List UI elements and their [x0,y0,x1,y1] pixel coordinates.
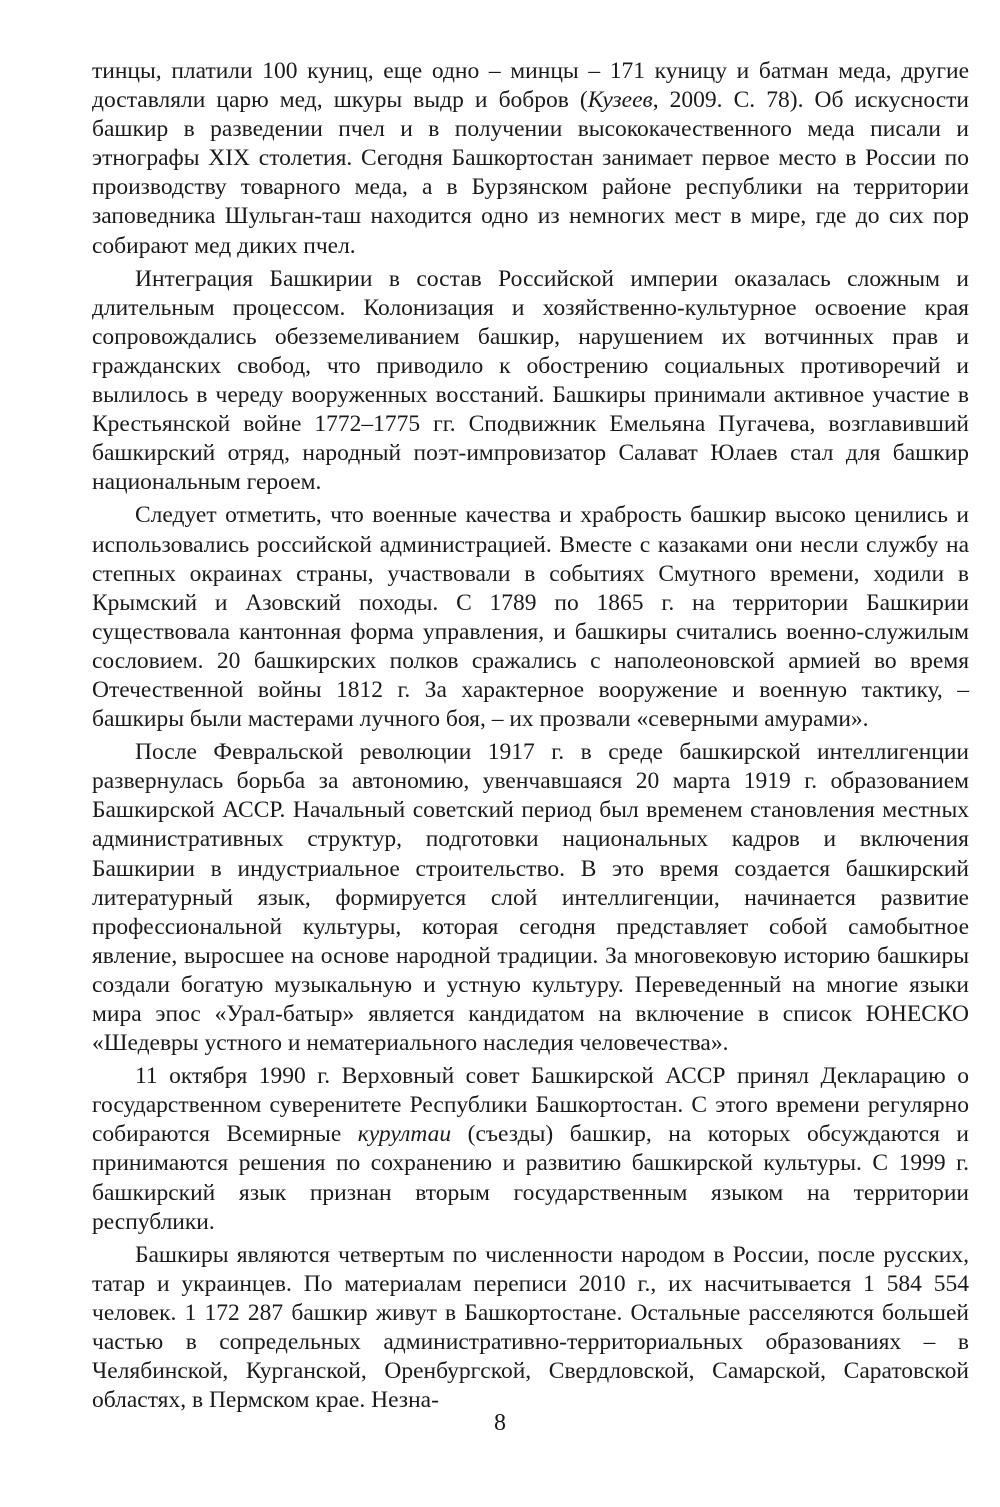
paragraph-1-text: тинцы, платили 100 куниц, еще одно – минцы – 171 куницу и батман меда, другие доставляли царю мед, шкуры выдр и бобров ( [92,58,969,114]
citation-author: Кузеев [587,87,653,114]
page-body [92,57,969,1415]
paragraph-4: После Февральской революции 1917 г. в среде башкирской интеллигенции развернулась борьба за автономию, увенчавшаяся 20 марта 1919 г. образованием Башкирской АССР. Начальный советский период был временем становления местных административных структур, подготовки национальных кадров и включения Башкирии в индустриальное строительство. В это время создается башкирский литературный язык, формируется слой интеллигенции, начинается развитие профессиональной культуры, которая сегодня представляет собой самобытное явление, выросшее на основе народной традиции. За многовековую историю башкиры создали богатую музыкальную и устную культуру. Переведенный на многие языки мира эпос «Урал-батыр» является кандидатом на включение в список ЮНЕСКО «Шедевры устного и нематериального наследия человечества». [92,739,969,1057]
paragraph-5-text-continued: (съезды) башкир, на которых обсуждаются и принимаются решения по сохранению и развитию башкирской культуры. С 1999 г. башкирский язык признан вторым государственным языком на территории республики. [92,1121,969,1235]
paragraph-3: Следует отметить, что военные качества и храбрость башкир высоко ценились и использовались российской администрацией. Вместе с казаками они несли службу на степных окраинах страны, участвовали в событиях Смутного времени, ходили в Крымский и Азовский походы. С 1789 по 1865 г. на территории Башкирии существовала кантонная форма управления, и башкиры считались военно-служилым сословием. 20 башкирских полков сражались с наполеоновской армией во время Отечественной войны 1812 г. За характерное вооружение и военную тактику, – башкиры были мастерами лучного боя, – их прозвали «северными амурами». [92,502,969,733]
paragraph-5-text: 11 октября 1990 г. Верховный совет Башкирской АССР принял Декларацию о государственном суверенитете Республики Башкортостан. С этого времени регулярно собираются Всемирные [92,1063,969,1148]
paragraph-5 [92,1062,969,1237]
italic-term: курултаи [357,1121,452,1148]
paragraph-1 [92,57,969,261]
paragraph-2: Интеграция Башкирии в состав Российской империи оказалась сложным и длительным процессом. Колонизация и хозяйственно-культурное освоение края сопровождались обезземеливанием башкир, нарушением их вотчинных прав и гражданских свобод, что приводило к обострению социальных противоречий и вылилось в череду вооруженных восстаний. Башкиры принимали активное участие в Крестьянской войне 1772–1775 гг. Сподвижник Емельяна Пугачева, возглавивший башкирский отряд, народный поэт-импровизатор Салават Юлаев стал для башкир национальным героем. [92,265,969,496]
paragraph-6: Башкиры являются четвертым по численности народом в России, после русских, татар и украинцев. По материалам переписи 2010 г., их насчитывается 1 584 554 человек. 1 172 287 башкир живут в Башкортостане. Остальные расселяются большей частью в сопредельных административно-территориальных образованиях – в Челябинской, Курганской, Оренбургской, Свердловской, Самарской, Саратовской областях, в Пермском крае. Незна- [92,1241,969,1414]
paragraph-1-text-continued: , 2009. С. 78). Об искусности башкир в разведении пчел и в получении высококачественного меда писали и этнографы XIX столетия. Сегодня Башкортостан занимает первое место в России по производству товарного меда, а в Бурзянском районе республики на территории заповедника Шульган-таш находится одно из немногих мест в мире, где до сих пор собирают мед диких пчел. [92,87,969,259]
page-number: 8 [494,1410,506,1436]
